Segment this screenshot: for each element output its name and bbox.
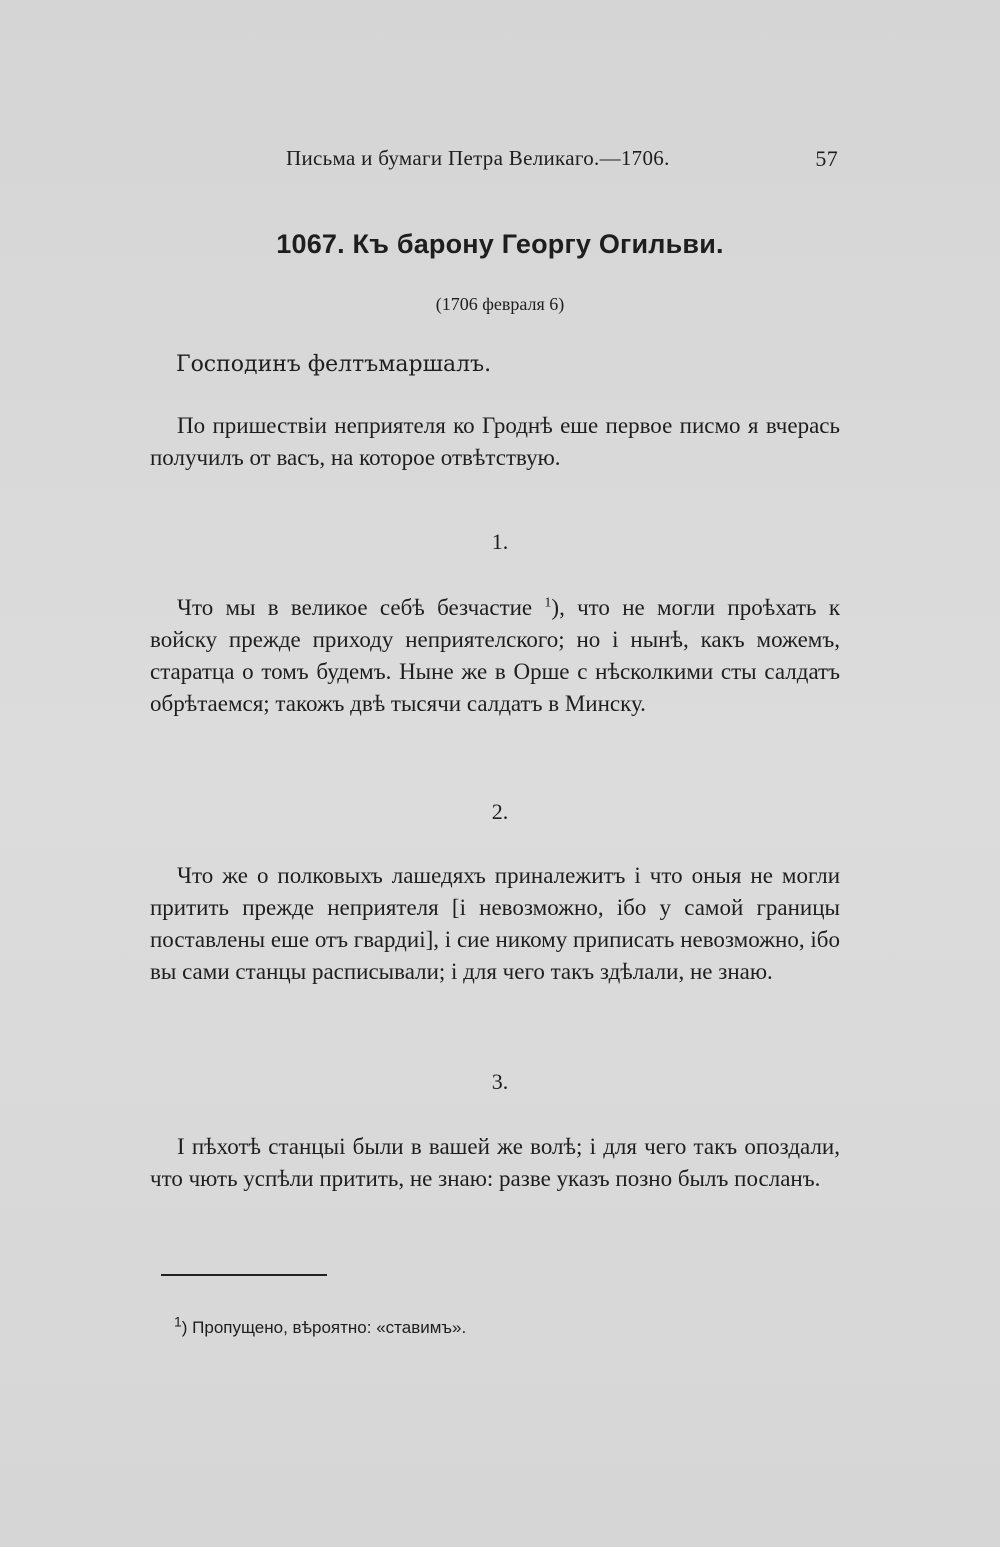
section-paragraph-3: І пѣхотѣ станцыі были в вашей же волѣ; і для чего такъ опоздали, что чють успѣли притить, не знаю: разве указъ позно былъ посланъ.	[150, 1134, 840, 1191]
letter-title: 1067. Къ барону Георгу Огильви.	[276, 229, 724, 259]
section-number-3: 3.	[491, 1069, 509, 1094]
running-title: Письма и бумаги Петра Великаго.—1706.	[286, 146, 670, 170]
footnote-reference-mark: 1	[544, 595, 552, 611]
section-number-2: 2.	[491, 799, 509, 824]
footnote-text: ) Пропущено, вѣроятно: «ставимъ».	[181, 1318, 467, 1337]
section-paragraph-1	[150, 592, 840, 720]
intro-paragraph: По пришествіи неприятеля ко Гроднѣ еше первое писмо я вчерась получилъ от васъ, на которое отвѣтствую.	[150, 413, 840, 470]
section-1-text-end: ), что не могли проѣхать к войску прежде приходу неприятелского; но і нынѣ, какъ можемъ, старатца о томъ будемъ. Ныне же в Орше с нѣсколкими сты салдатъ обрѣтаемся; такожъ двѣ тысячи салдатъ в Минску.	[150, 595, 840, 716]
footnote-divider	[161, 1274, 327, 1276]
section-1-text-start: Что мы в великое себѣ безчастие	[177, 595, 545, 620]
section-paragraph-2: Что же о полковыхъ лашедяхъ приналежитъ і что оныя не могли притить прежде неприятеля [і невозможно, ібо у самой границы поставлены еше отъ гвардиі], і сие никому приписать невозможно, ібо вы сами станцы расписывали; і для чего такъ здѣлали, не знаю.	[150, 863, 840, 984]
section-number-1: 1.	[491, 529, 509, 554]
footnote-mark: 1	[174, 1313, 182, 1330]
page-number: 57	[815, 146, 838, 171]
letter-date: (1706 февраля 6)	[435, 294, 565, 314]
running-head	[286, 146, 838, 171]
letter-salutation: Господинъ фелтъмаршалъ.	[176, 352, 492, 377]
footnote	[174, 1313, 467, 1338]
